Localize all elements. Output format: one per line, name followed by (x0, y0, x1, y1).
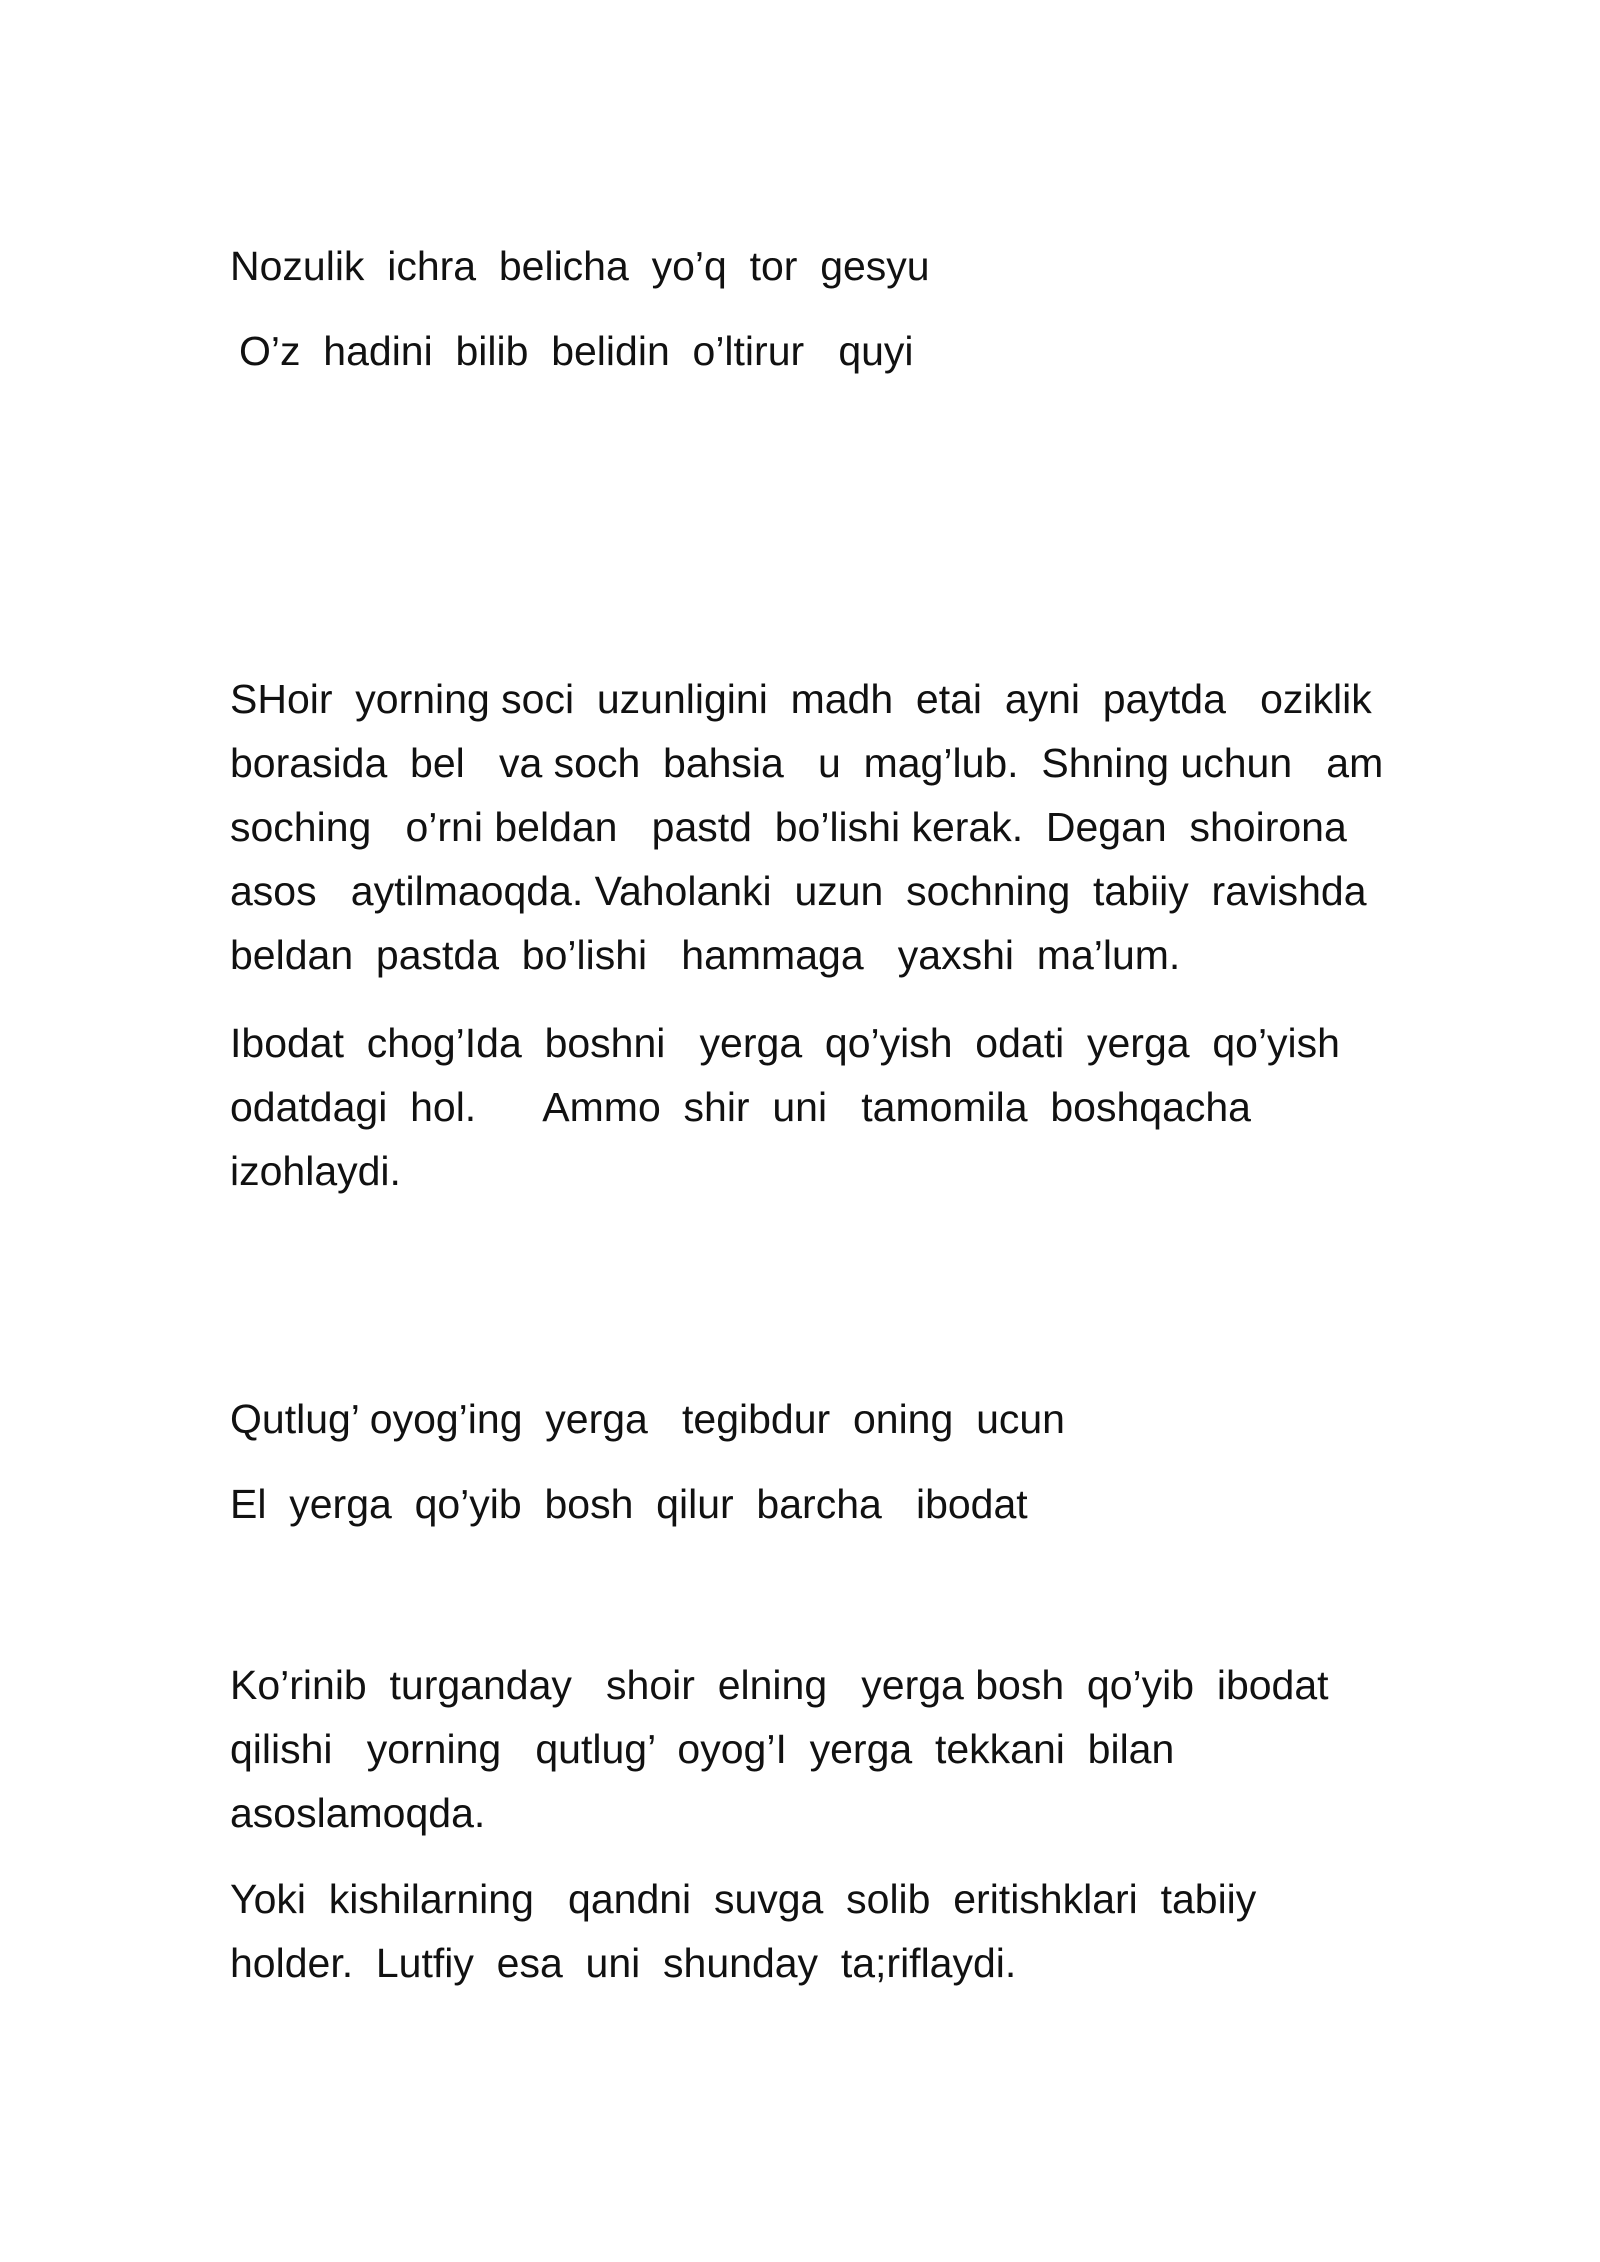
verse-line: Qutlug’ oyog’ing yerga tegibdur oning ucun (230, 1396, 1065, 1442)
paragraph: Ibodat chog’Ida boshni yerga qo’yish odati yerga qo’yish odatdagi hol. Ammo shir uni tamomila boshqacha izohlaydi. (230, 1020, 1340, 1194)
paragraph: Yoki kishilarning qandni suvga solib eritishklari tabiiy holder. Lutfiy esa uni shunday ta;riflaydi. (230, 1876, 1257, 1986)
paragraph: Ko’rinib turganday shoir elning yerga bosh qo’yib ibodat qilishi yorning qutlug’ oyog’I yerga tekkani bilan asoslamoqda. (230, 1662, 1329, 1836)
verse-line: O’z hadini bilib belidin o’ltirur quyi (239, 328, 914, 374)
verse-line: El yerga qo’yib bosh qilur barcha ibodat (230, 1481, 1028, 1527)
verse-line: Nozulik ichra belicha yo’q tor gesyu (230, 243, 930, 289)
paragraph: SHoir yorning soci uzunligini madh etai ayni paytda oziklik borasida bel va soch bahsia u mag’lub. Shning uchun am soching o’rni beldan pastd bo’lishi kerak. Degan shoirona asos aytilmaoqda. Vaholanki uzun sochning tabiiy ravishda beldan pastda bo’lishi hammaga yaxshi ma’lum. (230, 676, 1384, 978)
